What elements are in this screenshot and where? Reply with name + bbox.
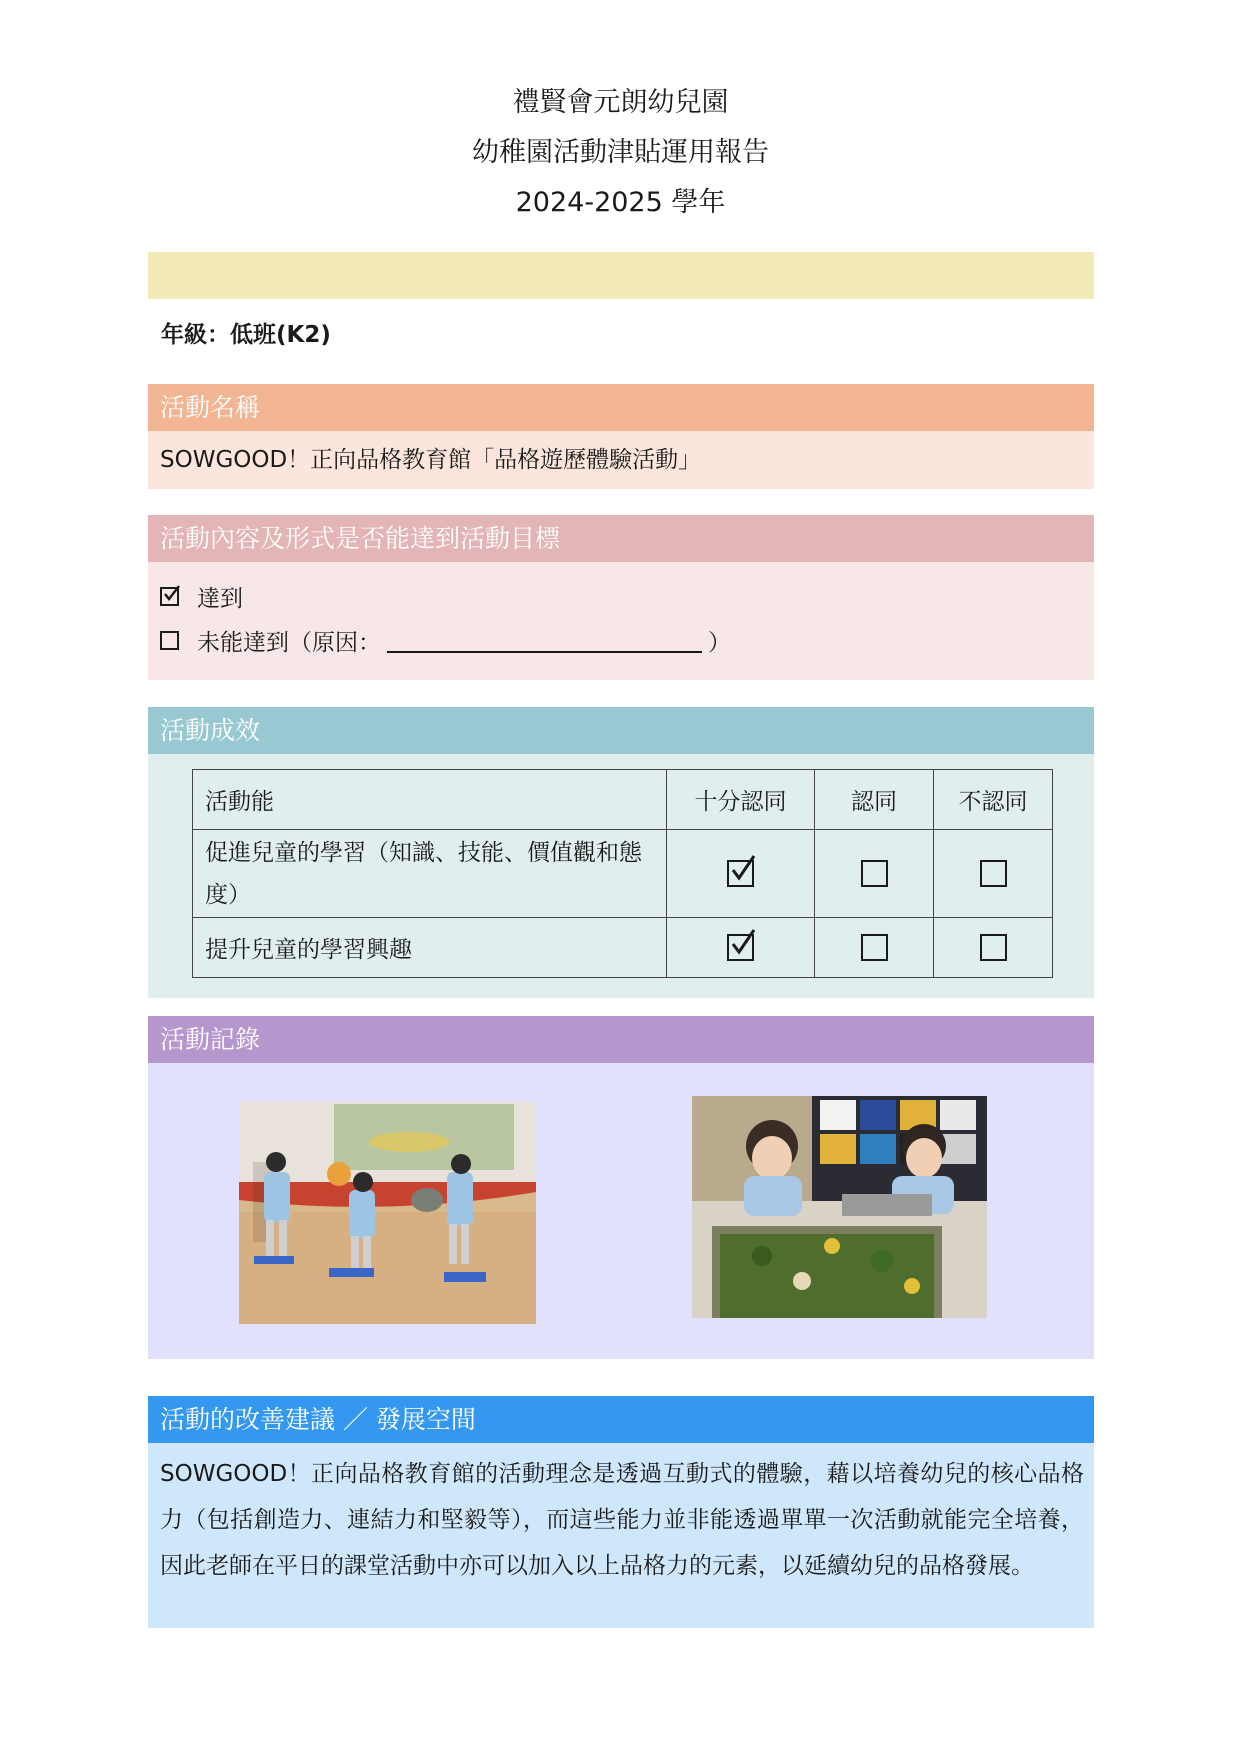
cell-strongly-agree xyxy=(667,830,815,918)
row-item-label: 促進兒童的學習（知識、技能、價值觀和態度） xyxy=(193,830,667,918)
table-row xyxy=(193,918,1053,978)
column-header-disagree: 不認同 xyxy=(934,770,1053,830)
activity-name-section xyxy=(148,384,1094,489)
unchecked-checkbox[interactable] xyxy=(160,631,179,650)
cell-disagree xyxy=(934,830,1053,918)
activity-record-heading: 活動記錄 xyxy=(148,1016,1094,1063)
cell-disagree xyxy=(934,918,1053,978)
option-label-not-achieved: 未能達到（原因： xyxy=(197,629,381,656)
option-label-achieved: 達到 xyxy=(197,585,243,612)
option-suffix: ） xyxy=(708,629,731,656)
row-item-label: 提升兒童的學習興趣 xyxy=(193,918,667,978)
school-year: 2024-2025 學年 xyxy=(515,187,726,218)
column-header-strongly-agree: 十分認同 xyxy=(667,770,815,830)
unchecked-checkbox[interactable] xyxy=(980,934,1007,961)
checkmark-icon xyxy=(727,853,759,885)
objective-body xyxy=(148,562,1094,680)
objective-section xyxy=(148,515,1094,680)
grade-label: 年級：低班(K2) xyxy=(161,322,331,348)
school-name: 禮賢會元朗幼兒園 xyxy=(512,87,729,118)
activity-photo-sand-tray xyxy=(692,1096,987,1318)
cell-agree xyxy=(815,918,934,978)
unchecked-checkbox[interactable] xyxy=(861,860,888,887)
column-header-agree: 認同 xyxy=(815,770,934,830)
improvement-section xyxy=(148,1396,1094,1628)
title-bar xyxy=(148,252,1094,299)
table-row xyxy=(193,830,1053,918)
table-header-row xyxy=(193,770,1053,830)
column-header-item: 活動能 xyxy=(193,770,667,830)
checkmark-icon xyxy=(727,927,759,959)
activity-photo-ball-game xyxy=(239,1102,536,1324)
unchecked-checkbox[interactable] xyxy=(861,934,888,961)
checked-checkbox[interactable] xyxy=(727,934,754,961)
report-title: 幼稚園活動津貼運用報告 xyxy=(472,137,769,168)
option-achieved xyxy=(160,574,1094,618)
checkmark-icon xyxy=(161,583,183,605)
effectiveness-section xyxy=(148,707,1094,998)
option-not-achieved xyxy=(160,618,1094,662)
effectiveness-body xyxy=(148,754,1094,998)
report-header xyxy=(0,78,1241,228)
cell-strongly-agree xyxy=(667,918,815,978)
activity-record-body xyxy=(148,1063,1094,1359)
reason-blank-line[interactable] xyxy=(387,627,702,653)
activity-name-heading: 活動名稱 xyxy=(148,384,1094,431)
cell-agree xyxy=(815,830,934,918)
checked-checkbox[interactable] xyxy=(160,587,179,606)
checked-checkbox[interactable] xyxy=(727,860,754,887)
activity-record-section xyxy=(148,1016,1094,1359)
objective-heading: 活動內容及形式是否能達到活動目標 xyxy=(148,515,1094,562)
effectiveness-heading: 活動成效 xyxy=(148,707,1094,754)
unchecked-checkbox[interactable] xyxy=(980,860,1007,887)
activity-name-value: SOWGOOD！正向品格教育館「品格遊歷體驗活動」 xyxy=(148,431,1094,489)
improvement-heading: 活動的改善建議 ／ 發展空間 xyxy=(148,1396,1094,1443)
improvement-text: SOWGOOD！正向品格教育館的活動理念是透過互動式的體驗，藉以培養幼兒的核心品格力（包括創造力、連結力和堅毅等），而這些能力並非能透過單單一次活動就能完全培養，因此老師在平日的課堂活動中亦可以加入以上品格力的元素，以延續幼兒的品格發展。 xyxy=(148,1443,1094,1628)
effectiveness-table xyxy=(192,769,1053,978)
